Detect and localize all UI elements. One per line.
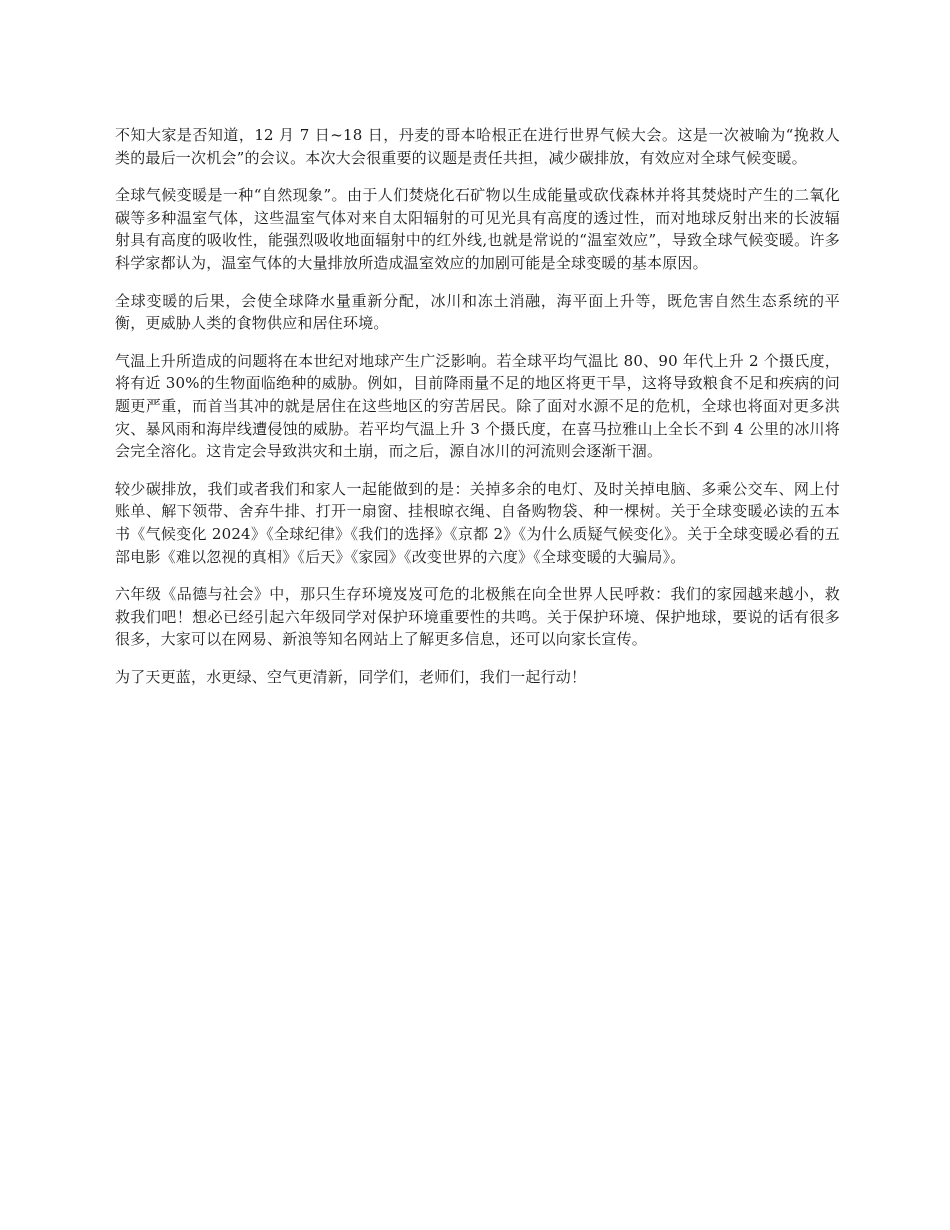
paragraph-polar-bear: 六年级《品德与社会》中，那只生存环境岌岌可危的北极熊在向全世界人民呼救：我们的家园越来越小，救救我们吧！想必已经引起六年级同学对保护环境重要性的共鸣。关于保护环境、保护地球，要说的话有很多很多，大家可以在网易、新浪等知名网站上了解更多信息，还可以向家长宣传。 — [115, 585, 840, 649]
paragraph-warming-consequences: 全球变暖的后果，会使全球降水量重新分配，冰川和冻土消融，海平面上升等，既危害自然生态系统的平衡，更威胁人类的食物供应和居住环境。 — [115, 291, 840, 333]
paragraph-climate-conference: 不知大家是否知道，12 月 7 日~18 日，丹麦的哥本哈根正在进行世界气候大会。这是一次被喻为“挽救人类的最后一次机会”的会议。本次大会很重要的议题是责任共担，减少碳排放，有效应对全球气候变暖。 — [115, 126, 840, 167]
paragraph-temperature-impact: 气温上升所造成的问题将在本世纪对地球产生广泛影响。若全球平均气温比 80、90 年代上升 2 个摄氏度，将有近 30%的生物面临绝种的威胁。例如，目前降雨量不足的地区将更干旱，这将导致粮食不足和疾病的问题更严重，而首当其冲的就是居住在这些地区的穷苦居民。除了面对水源不足的危机，全球也将面对更多洪灾、暴风雨和海岸线遭侵蚀的威胁。若平均气温上升 3 个摄氏度，在喜马拉雅山上全长不到 4 公里的冰川将会完全溶化。这肯定会导致洪灾和土崩，而之后，源自冰川的河流则会逐渐干涸。 — [115, 351, 840, 461]
document-page — [115, 124, 840, 703]
paragraph-greenhouse-effect: 全球气候变暖是一种“自然现象”。由于人们焚烧化石矿物以生成能量或砍伐森林并将其焚烧时产生的二氧化碳等多种温室气体，这些温室气体对来自太阳辐射的可见光具有高度的透过性，而对地球反射出来的长波辐射具有高度的吸收性，能强烈吸收地面辐射中的红外线,也就是常说的“温室效应”，导致全球气候变暖。许多科学家都认为，温室气体的大量排放所造成温室效应的加剧可能是全球变暖的基本原因。 — [115, 186, 840, 272]
paragraph-call-to-action: 为了天更蓝，水更绿、空气更清新，同学们，老师们，我们一起行动！ — [115, 667, 587, 686]
paragraph-reduce-carbon: 较少碳排放，我们或者我们和家人一起能做到的是：关掉多余的电灯、及时关掉电脑、多乘公交车、网上付账单、解下领带、舍弃牛排、打开一扇窗、挂根晾衣绳、自备购物袋、种一棵树。关于全球变暖必读的五本书《气候变化 2024》《全球纪律》《我们的选择》《京都 2》《为什么质疑气候变化》。关于全球变暖必看的五部电影《难以忽视的真相》《后天》《家园》《改变世界的六度》《全球变暖的大骗局》。 — [115, 479, 840, 566]
